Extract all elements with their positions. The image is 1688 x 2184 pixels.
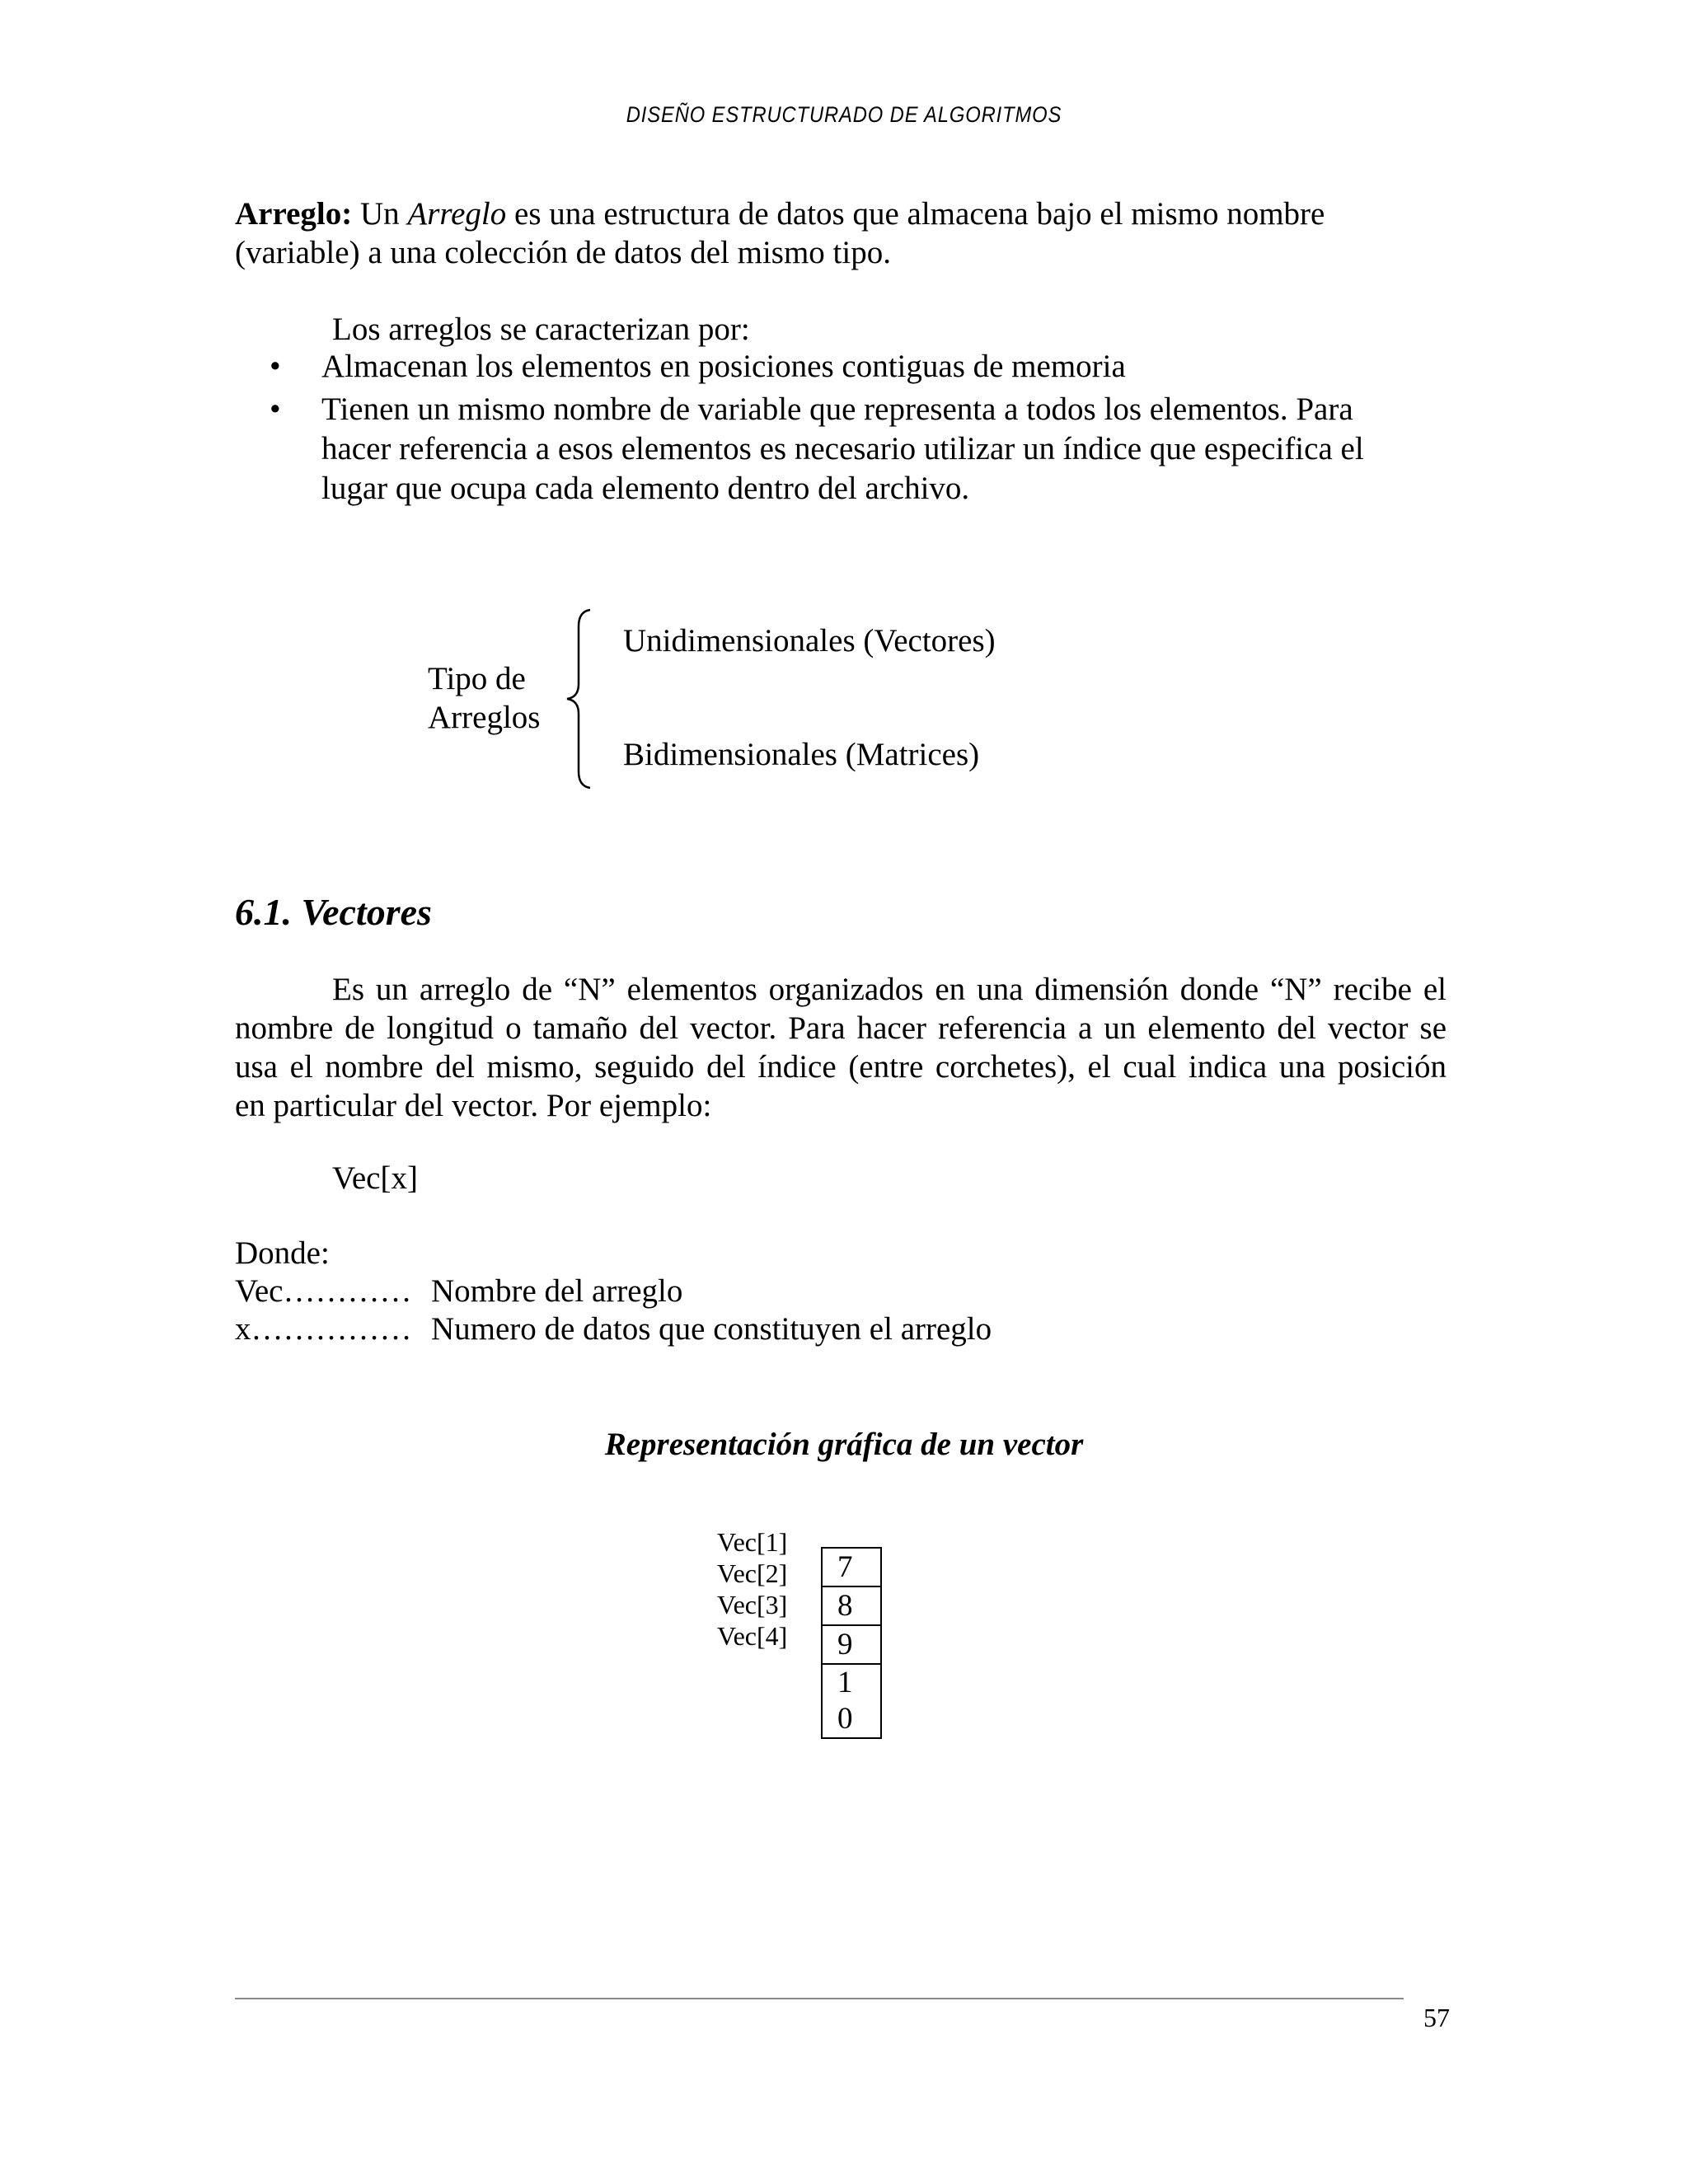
vector-example: Vec[x] xyxy=(332,1160,418,1196)
bullet-icon: • xyxy=(270,391,281,427)
page-number: 57 xyxy=(1423,2003,1450,2032)
vector-index-label: Vec[2] xyxy=(717,1558,788,1588)
definition-paragraph xyxy=(235,194,1459,272)
vector-index-label: Vec[1] xyxy=(717,1527,788,1557)
vector-cell: 8 xyxy=(823,1587,880,1626)
definition-line-1: Arreglo: Un Arreglo es una estructura de datos que almacena bajo el mismo nombre xyxy=(235,196,1325,232)
vector-cell: 1 0 xyxy=(823,1665,880,1739)
figure-caption: Representación gráfica de un vector xyxy=(604,1427,1084,1462)
vector-index-label: Vec[4] xyxy=(717,1621,788,1651)
vector-index-label: Vec[3] xyxy=(717,1590,788,1619)
bullet-icon: • xyxy=(270,349,281,384)
curly-brace-icon xyxy=(557,608,607,790)
array-type-option: Bidimensionales (Matrices) xyxy=(623,737,980,772)
list-item: • Almacenan los elementos en posiciones contiguas de memoria xyxy=(235,347,1405,387)
array-type-option: Unidimensionales (Vectores) xyxy=(623,623,996,658)
list-item: • Tienen un mismo nombre de variable que representa a todos los elementos. Para hacer referencia a esos elementos es necesario utilizar un índice que especifica el lugar que ocupa cada elemento dentro del archivo. xyxy=(270,391,1364,506)
definition-line-2: (variable) a una colección de datos del mismo tipo. xyxy=(235,235,891,270)
definition-term-italic: Arreglo xyxy=(407,196,507,232)
footer-rule xyxy=(235,1998,1404,1999)
running-header: DISEÑO ESTRUCTURADO DE ALGORITMOS xyxy=(626,102,1062,127)
characteristics-list xyxy=(235,347,1405,512)
where-row: x…………… Numero de datos que constituyen el arreglo xyxy=(235,1311,992,1347)
section-paragraph: Es un arreglo de “N” elementos organizados en una dimensión donde “N” recibe el nombre de longitud o tamaño del vector. Para hacer referencia a un elemento del vector se usa el nombre del mismo, seguido del índice (entre corchetes), el cual indica una posición en particular del vector. Por ejemplo: xyxy=(235,972,1447,1123)
vector-index-labels xyxy=(717,1526,787,1652)
vector-cell: 7 xyxy=(823,1549,880,1587)
characteristics-intro: Los arreglos se caracterizan por: xyxy=(332,312,750,347)
section-title: 6.1. Vectores xyxy=(235,891,432,933)
array-types-label: Tipo de Arreglos xyxy=(428,661,541,735)
vector-cells xyxy=(821,1547,882,1739)
definition-term: Arreglo: xyxy=(235,196,353,232)
where-heading: Donde: xyxy=(235,1235,330,1271)
where-row: Vec………… Nombre del arreglo xyxy=(235,1273,683,1309)
vector-cell: 9 xyxy=(823,1626,880,1665)
